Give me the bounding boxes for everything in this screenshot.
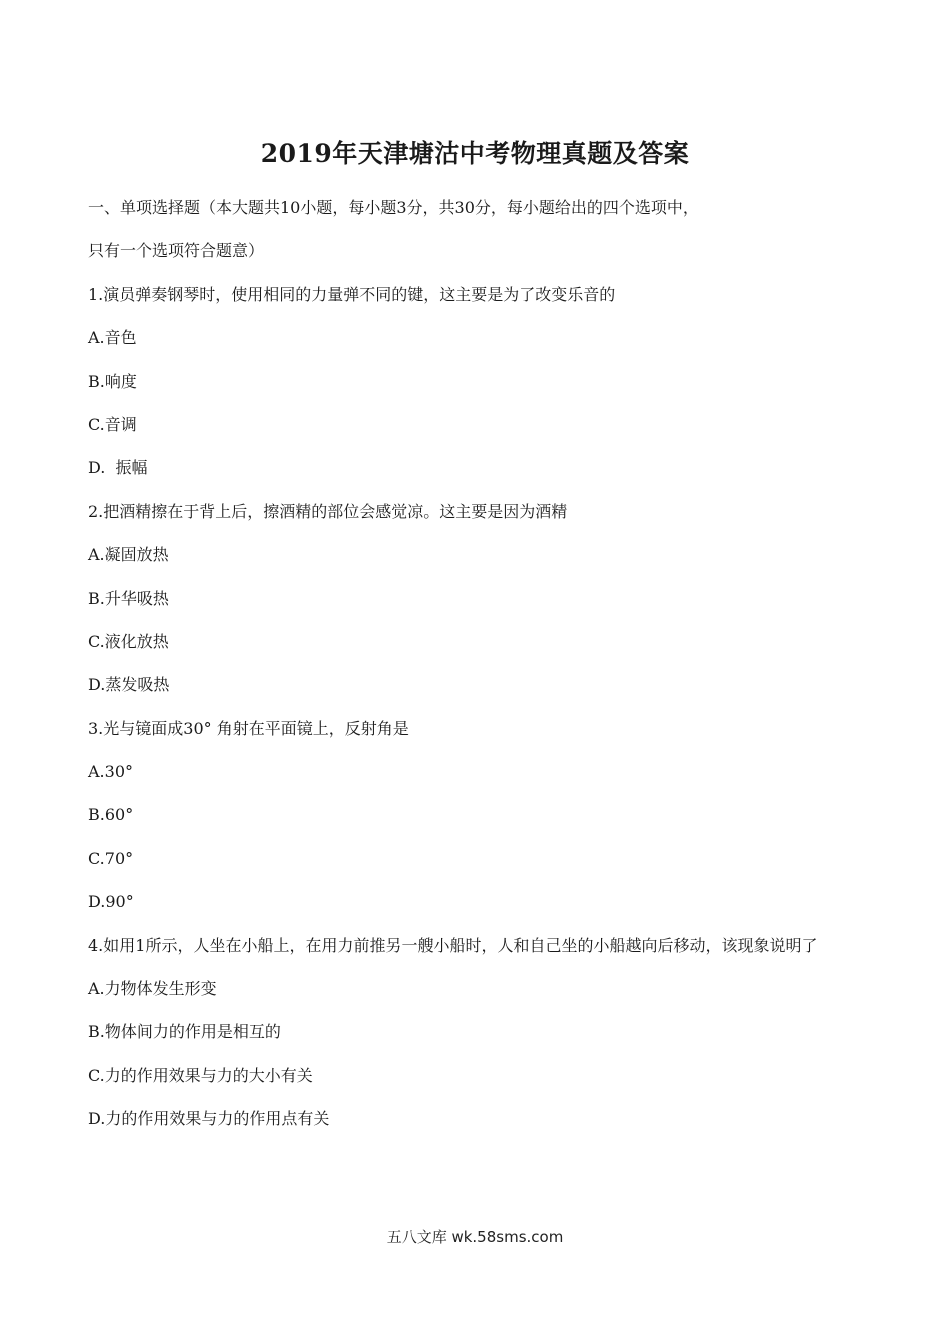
question-2-option-d: D.蒸发吸热 [88, 675, 170, 695]
question-3-option-b: B.60° [88, 805, 134, 825]
question-1-stem: 1.演员弹奏钢琴时，使用相同的力量弹不同的键，这主要是为了改变乐音的 [88, 284, 616, 304]
question-2-option-c: C.液化放热 [88, 631, 169, 651]
question-1-option-d: D. 振幅 [88, 458, 148, 478]
question-2-option-b: B.升华吸热 [88, 588, 169, 608]
question-1-option-b: B.响度 [88, 371, 137, 391]
section-heading: 一、单项选择题（本大题共10小题，每小题3分，共30分，每小题给出的四个选项中， [88, 198, 699, 217]
document-title: 2019年天津塘沽中考物理真题及答案 [260, 139, 690, 168]
question-1-option-a: A.音色 [88, 328, 137, 348]
question-4-stem: 4.如用1所示，人坐在小船上，在用力前推另一艘小船时，人和自己坐的小船越向后移动，该现象说明了 [88, 935, 818, 955]
question-2-option-a: A.凝固放热 [88, 545, 169, 565]
page-footer: 五八文库 wk.58sms.com [386, 1228, 564, 1246]
question-3-option-a: A.30° [88, 762, 133, 782]
question-3-option-c: C.70° [88, 848, 134, 868]
section-heading-continued: 只有一个选项符合题意） [88, 241, 265, 261]
question-3-stem: 3.光与镜面成30° 角射在平面镜上，反射角是 [88, 718, 409, 738]
question-4-option-b: B.物体间力的作用是相互的 [88, 1022, 281, 1042]
question-2-stem: 2.把酒精擦在于背上后，擦酒精的部位会感觉凉。这主要是因为酒精 [88, 501, 568, 521]
question-4-option-a: A.力物体发生形变 [88, 979, 217, 999]
question-1-option-c: C.音调 [88, 414, 137, 434]
question-4-option-d: D.力的作用效果与力的作用点有关 [88, 1109, 330, 1129]
question-3-option-d: D.90° [88, 892, 134, 912]
question-4-option-c: C.力的作用效果与力的大小有关 [88, 1065, 313, 1085]
document-body [88, 194, 878, 1149]
